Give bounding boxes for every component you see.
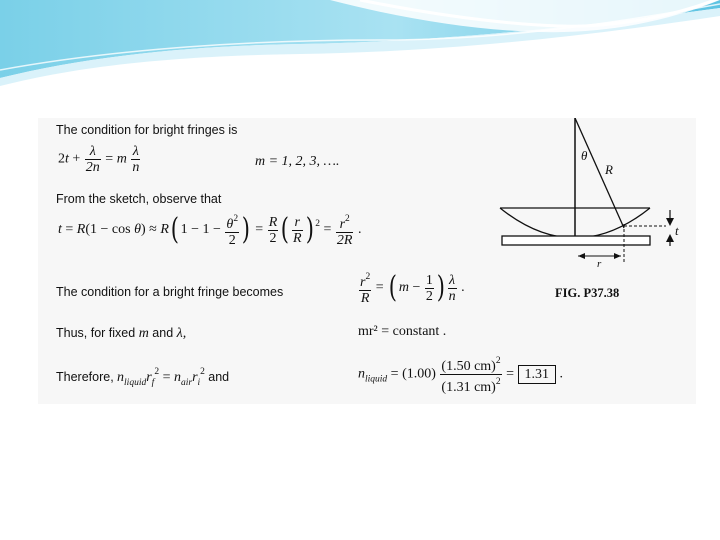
radius-line — [575, 118, 624, 228]
m-values: m = 1, 2, 3, …. — [255, 154, 340, 169]
therefore-and: and — [208, 370, 230, 384]
label-t: t — [675, 223, 679, 238]
therefore-prefix: Therefore, — [56, 370, 114, 384]
from-sketch-text: From the sketch, observe that — [56, 192, 222, 206]
thus-prefix: Thus, for fixed — [56, 326, 136, 340]
label-R: R — [605, 162, 613, 177]
bright-fringe-becomes-text: The condition for a bright fringe becomes — [56, 285, 284, 299]
thus-and: and — [152, 326, 174, 340]
header-wave-banner — [0, 0, 720, 90]
lens-sketch-figure — [498, 118, 698, 278]
n-liquid-result: 1.31 — [518, 365, 557, 384]
equation-n-liquid: $n_{liquid} = (1.00)$ $\frac{(1.50 cm)^2}{(1.31 cm)^2}$ = 1.31 . — [358, 356, 563, 395]
solution-card — [38, 118, 696, 404]
therefore-line: Therefore, $n_{liquid}r_f^2 = n_{air}r_i^2$ and — [56, 367, 230, 388]
thus-m: m — [138, 326, 149, 341]
r-arrow-left-icon — [578, 253, 585, 259]
bright-fringe-condition-text: The condition for bright fringes is — [56, 123, 238, 137]
equation-bright-fringe: 2t + $\frac{\lambda}{2n}$ = m $\frac{\lambda}{n}$ — [58, 144, 140, 175]
t-arrow-up-icon — [666, 234, 674, 242]
equation-bright-fringe-becomes: $\frac{r^2}{R}$ = ( m − $\frac{1}{2}$ ) $\frac{\lambda}{n}$ . — [360, 270, 465, 306]
thus-text — [56, 325, 186, 342]
label-theta: θ — [581, 148, 588, 163]
r-arrow-right-icon — [614, 253, 621, 259]
t-arrow-down-icon — [666, 218, 674, 226]
glass-plate — [502, 236, 650, 245]
thus-lambda: λ, — [176, 326, 187, 341]
figure-caption: FIG. P37.38 — [555, 286, 620, 300]
label-r: r — [597, 258, 602, 270]
equation-thickness: t = R(1 − cos θ) ≈ R( 1 − 1 − $\frac{\theta^2}{2}$ ) = $\frac{R}{2}$ ( $\frac{r}{R}$ ) $^2$ = $\frac{r^2}{2R}$ . — [58, 212, 362, 248]
mr2-constant: mr² = constant . — [358, 324, 447, 339]
